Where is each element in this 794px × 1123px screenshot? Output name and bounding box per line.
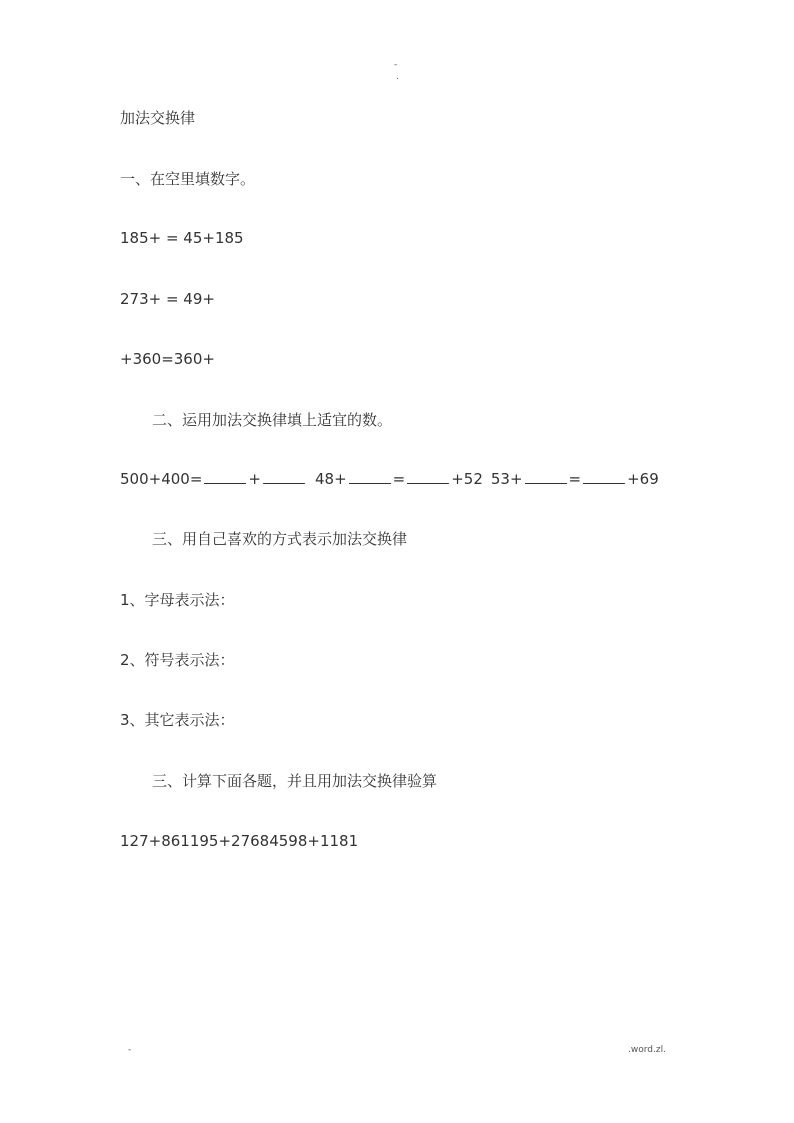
section1-heading: 一、在空里填数字。 [120,170,256,188]
answer-blank[interactable] [407,470,449,484]
answer-blank[interactable] [583,470,625,484]
section4-heading: 三、计算下面各题，并且用加法交换律验算 [152,772,438,790]
problem1-op: + [248,470,261,488]
problem3-start: 53+ [490,470,523,488]
calculation-expression: 127+861195+27684598+1181 [120,832,359,850]
footer-left-mark: - [128,1045,132,1055]
section2-heading: 二、运用加法交换律填上适宜的数。 [152,411,393,429]
representation-letter: 1、字母表示法： [120,591,235,609]
problem3-end: +69 [627,470,659,488]
commutative-problems-row [120,469,659,489]
fill-item-1: 185+ = 45+185 [120,229,244,247]
answer-blank[interactable] [204,470,246,484]
representation-symbol: 2、符号表示法： [120,651,235,669]
section3-heading: 三、用自己喜欢的方式表示加法交换律 [152,530,408,548]
representation-other: 3、其它表示法： [120,711,235,729]
document-title: 加法交换律 [120,109,196,127]
problem2-eq: = [392,470,406,488]
fill-item-2: 273+ = 49+ [120,290,215,308]
problem3-eq: = [568,470,582,488]
footer-watermark: .word.zl. [628,1045,666,1055]
header-mark-top: - [394,60,398,70]
header-mark-bottom: . [396,72,399,82]
problem2-start: 48+ [314,470,347,488]
answer-blank[interactable] [349,470,391,484]
problem1-left: 500+400= [120,470,203,488]
problem2-end: +52 [451,470,483,488]
answer-blank[interactable] [525,470,567,484]
answer-blank[interactable] [263,470,305,484]
fill-item-3: +360=360+ [120,350,215,368]
